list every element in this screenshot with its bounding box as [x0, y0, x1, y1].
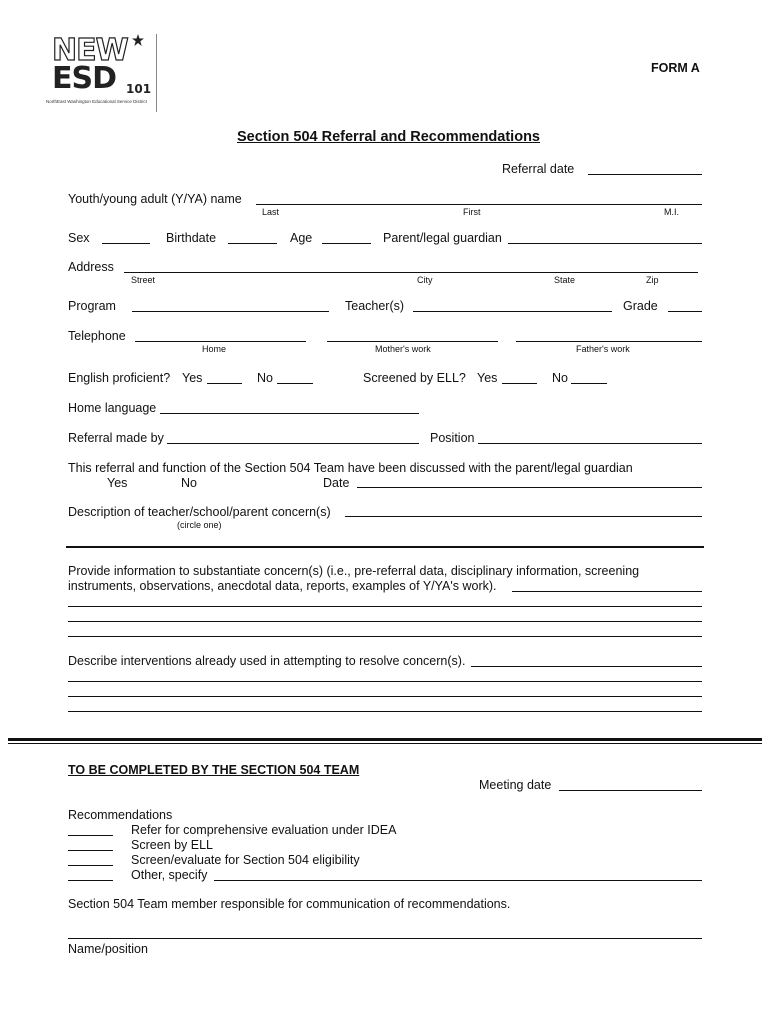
english-no-label: No — [257, 371, 273, 385]
section-divider — [66, 546, 704, 548]
page-title: Section 504 Referral and Recommendations — [237, 129, 540, 145]
address-field[interactable] — [124, 272, 698, 273]
provide-info-field-4[interactable] — [68, 636, 702, 637]
interventions-label: Describe interventions already used in attempting to resolve concern(s). — [68, 654, 466, 668]
grade-label: Grade — [623, 299, 658, 313]
logo-subtitle: NorthEast Washington Educational Service District — [46, 99, 147, 104]
rec-item-4: Other, specify — [131, 868, 208, 882]
rec-blank-2[interactable] — [68, 850, 113, 851]
rec-item-3: Screen/evaluate for Section 504 eligibility — [131, 853, 360, 867]
fathers-work-caption: Father's work — [576, 344, 630, 354]
english-proficient-label: English proficient? — [68, 371, 171, 385]
rec-item-2: Screen by ELL — [131, 838, 213, 852]
team-section-divider-bottom — [8, 743, 762, 744]
team-heading: TO BE COMPLETED BY THE SECTION 504 TEAM — [68, 763, 360, 777]
mother-work-phone-field[interactable] — [327, 341, 498, 342]
meeting-date-label: Meeting date — [479, 778, 552, 792]
provide-info-field-1[interactable] — [512, 591, 702, 592]
interventions-field-2[interactable] — [68, 681, 702, 682]
rec-blank-4[interactable] — [68, 880, 113, 881]
ell-no-label: No — [552, 371, 568, 385]
program-field[interactable] — [132, 311, 329, 312]
description-field[interactable] — [345, 516, 702, 517]
meeting-date-field[interactable] — [559, 790, 702, 791]
home-language-field[interactable] — [160, 413, 419, 414]
logo-divider — [156, 34, 157, 112]
position-label: Position — [430, 431, 475, 445]
referral-date-field[interactable] — [588, 174, 702, 175]
english-yes-field[interactable] — [207, 383, 242, 384]
telephone-label: Telephone — [68, 329, 126, 343]
ell-yes-field[interactable] — [502, 383, 537, 384]
provide-info-field-3[interactable] — [68, 621, 702, 622]
first-caption: First — [463, 207, 481, 217]
position-field[interactable] — [478, 443, 702, 444]
interventions-field-3[interactable] — [68, 696, 702, 697]
logo-number: 101 — [126, 82, 152, 96]
home-language-label: Home language — [68, 401, 157, 415]
birthdate-field[interactable] — [228, 243, 277, 244]
home-phone-field[interactable] — [135, 341, 306, 342]
age-label: Age — [290, 231, 313, 245]
interventions-field-1[interactable] — [471, 666, 702, 667]
last-caption: Last — [262, 207, 280, 217]
provide-info-field-2[interactable] — [68, 606, 702, 607]
home-caption: Home — [202, 344, 227, 354]
guardian-label: Parent/legal guardian — [383, 231, 502, 245]
logo-top-text: NEW — [52, 33, 128, 68]
recommendations-label: Recommendations — [68, 808, 173, 822]
ell-yes-label: Yes — [477, 371, 498, 385]
name-label: Youth/young adult (Y/YA) name — [68, 192, 242, 206]
discussed-yes[interactable]: Yes — [107, 476, 128, 490]
logo-main-text: ESD — [52, 61, 117, 96]
city-caption: City — [417, 275, 433, 285]
rec-blank-1[interactable] — [68, 835, 113, 836]
discussed-text: This referral and function of the Section 504 Team have been discussed with the parent/legal guardian — [68, 461, 633, 475]
name-field[interactable] — [256, 204, 702, 205]
screened-ell-label: Screened by ELL? — [363, 371, 466, 385]
teachers-field[interactable] — [413, 311, 612, 312]
referral-date-label: Referral date — [502, 162, 575, 176]
responsible-field[interactable] — [68, 938, 702, 939]
rec-blank-3[interactable] — [68, 865, 113, 866]
interventions-field-4[interactable] — [68, 711, 702, 712]
english-no-field[interactable] — [277, 383, 313, 384]
teachers-label: Teacher(s) — [345, 299, 405, 313]
name-position-caption: Name/position — [68, 942, 148, 956]
address-label: Address — [68, 260, 114, 274]
father-work-phone-field[interactable] — [516, 341, 702, 342]
discussed-no[interactable]: No — [181, 476, 197, 490]
logo — [46, 34, 162, 114]
form-label: FORM A — [651, 61, 700, 75]
description-label: Description of teacher/school/parent concern(s) — [68, 505, 331, 519]
mi-caption: M.I. — [664, 207, 679, 217]
responsible-text: Section 504 Team member responsible for communication of recommendations. — [68, 897, 511, 911]
circle-one-caption: (circle one) — [177, 520, 222, 530]
mothers-work-caption: Mother's work — [375, 344, 431, 354]
english-yes-label: Yes — [182, 371, 203, 385]
other-specify-field[interactable] — [214, 880, 702, 881]
street-caption: Street — [131, 275, 156, 285]
discussed-date-field[interactable] — [357, 487, 702, 488]
discussed-date-label: Date — [323, 476, 350, 490]
grade-field[interactable] — [668, 311, 702, 312]
sex-label: Sex — [68, 231, 90, 245]
zip-caption: Zip — [646, 275, 659, 285]
referral-made-by-label: Referral made by — [68, 431, 164, 445]
provide-info-line2: instruments, observations, anecdotal data, reports, examples of Y/YA's work). — [68, 579, 497, 593]
program-label: Program — [68, 299, 116, 313]
team-section-divider-top — [8, 738, 762, 741]
sex-field[interactable] — [102, 243, 150, 244]
birthdate-label: Birthdate — [166, 231, 217, 245]
guardian-field[interactable] — [508, 243, 702, 244]
rec-item-1: Refer for comprehensive evaluation under IDEA — [131, 823, 397, 837]
ell-no-field[interactable] — [571, 383, 607, 384]
star-icon — [132, 34, 144, 46]
age-field[interactable] — [322, 243, 371, 244]
provide-info-line1: Provide information to substantiate concern(s) (i.e., pre-referral data, disciplinary information, screening — [68, 564, 640, 578]
state-caption: State — [554, 275, 576, 285]
referral-made-by-field[interactable] — [167, 443, 419, 444]
